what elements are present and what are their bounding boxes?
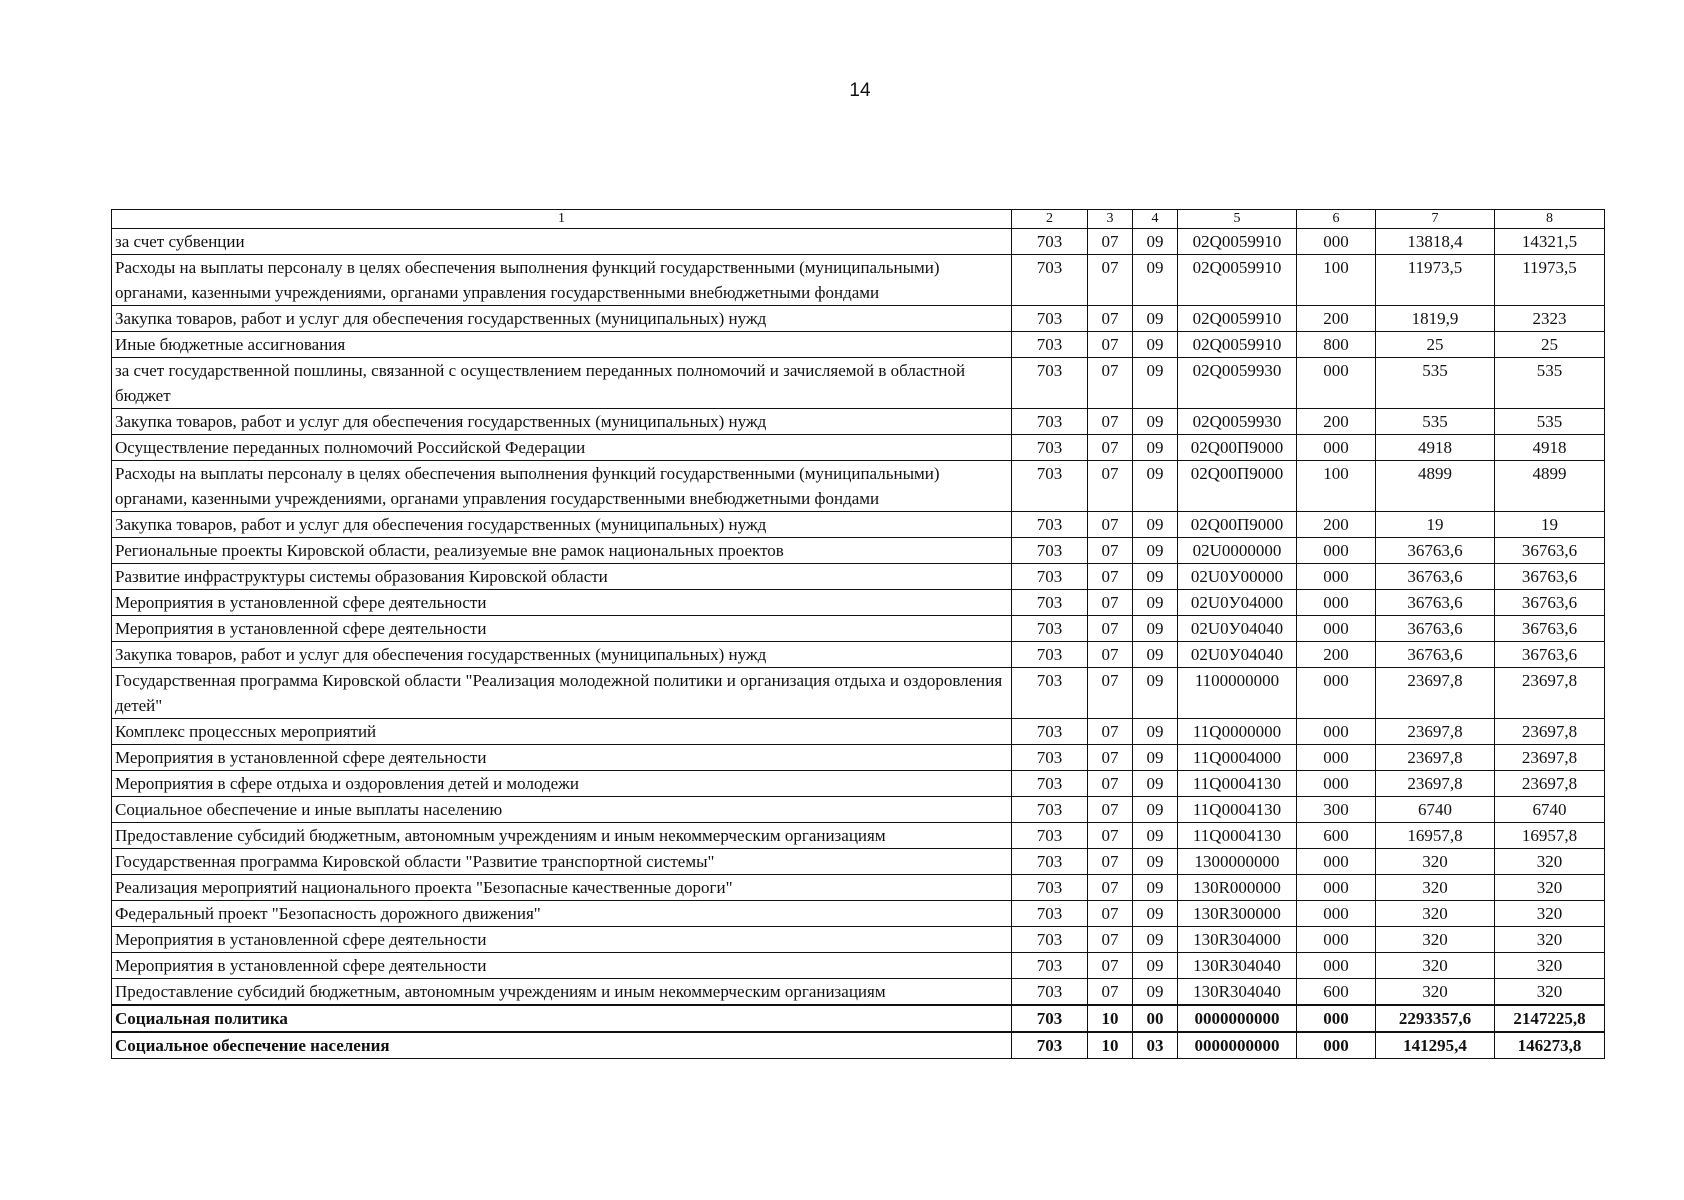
code-target-cell: 02U0У04040 bbox=[1178, 616, 1297, 642]
table-row bbox=[112, 953, 1605, 979]
code-target-cell: 02Q00П9000 bbox=[1178, 461, 1297, 512]
amount-year2-cell: 23697,8 bbox=[1495, 719, 1605, 745]
code-expense-type-cell: 200 bbox=[1297, 409, 1376, 435]
code-admin-cell: 703 bbox=[1012, 435, 1088, 461]
code-target-cell: 02U0У04000 bbox=[1178, 590, 1297, 616]
amount-year1-cell: 320 bbox=[1376, 927, 1495, 953]
amount-year2-cell: 320 bbox=[1495, 849, 1605, 875]
amount-year2-cell: 36763,6 bbox=[1495, 538, 1605, 564]
code-subsection-cell: 09 bbox=[1133, 461, 1178, 512]
code-admin-cell: 703 bbox=[1012, 590, 1088, 616]
table-row bbox=[112, 745, 1605, 771]
row-name-cell: Социальная политика bbox=[112, 1005, 1012, 1032]
code-expense-type-cell: 000 bbox=[1297, 771, 1376, 797]
code-admin-cell: 703 bbox=[1012, 358, 1088, 409]
table-row bbox=[112, 332, 1605, 358]
amount-year1-cell: 141295,4 bbox=[1376, 1032, 1495, 1059]
code-section-cell: 07 bbox=[1088, 979, 1133, 1006]
amount-year1-cell: 320 bbox=[1376, 849, 1495, 875]
amount-year1-cell: 36763,6 bbox=[1376, 590, 1495, 616]
code-admin-cell: 703 bbox=[1012, 901, 1088, 927]
code-section-cell: 07 bbox=[1088, 306, 1133, 332]
code-section-cell: 07 bbox=[1088, 875, 1133, 901]
code-expense-type-cell: 000 bbox=[1297, 927, 1376, 953]
code-admin-cell: 703 bbox=[1012, 771, 1088, 797]
amount-year1-cell: 6740 bbox=[1376, 797, 1495, 823]
code-expense-type-cell: 000 bbox=[1297, 745, 1376, 771]
table-row bbox=[112, 979, 1605, 1006]
header-cell: 5 bbox=[1178, 210, 1297, 229]
code-target-cell: 02U0000000 bbox=[1178, 538, 1297, 564]
code-admin-cell: 703 bbox=[1012, 1032, 1088, 1059]
code-expense-type-cell: 000 bbox=[1297, 849, 1376, 875]
table-row bbox=[112, 564, 1605, 590]
code-expense-type-cell: 000 bbox=[1297, 435, 1376, 461]
table-row bbox=[112, 901, 1605, 927]
amount-year1-cell: 23697,8 bbox=[1376, 668, 1495, 719]
code-subsection-cell: 09 bbox=[1133, 875, 1178, 901]
row-name-cell: Закупка товаров, работ и услуг для обеспечения государственных (муниципальных) нужд bbox=[112, 642, 1012, 668]
code-section-cell: 07 bbox=[1088, 797, 1133, 823]
amount-year1-cell: 320 bbox=[1376, 953, 1495, 979]
code-subsection-cell: 09 bbox=[1133, 616, 1178, 642]
code-target-cell: 02Q0059930 bbox=[1178, 409, 1297, 435]
amount-year2-cell: 23697,8 bbox=[1495, 745, 1605, 771]
amount-year1-cell: 19 bbox=[1376, 512, 1495, 538]
amount-year2-cell: 36763,6 bbox=[1495, 564, 1605, 590]
amount-year1-cell: 320 bbox=[1376, 901, 1495, 927]
amount-year1-cell: 1819,9 bbox=[1376, 306, 1495, 332]
code-subsection-cell: 09 bbox=[1133, 435, 1178, 461]
code-target-cell: 02Q0059910 bbox=[1178, 255, 1297, 306]
table-row bbox=[112, 358, 1605, 409]
amount-year2-cell: 36763,6 bbox=[1495, 616, 1605, 642]
amount-year1-cell: 23697,8 bbox=[1376, 745, 1495, 771]
code-target-cell: 11Q0004130 bbox=[1178, 797, 1297, 823]
code-subsection-cell: 09 bbox=[1133, 719, 1178, 745]
row-name-cell: Иные бюджетные ассигнования bbox=[112, 332, 1012, 358]
code-subsection-cell: 09 bbox=[1133, 849, 1178, 875]
amount-year2-cell: 11973,5 bbox=[1495, 255, 1605, 306]
code-expense-type-cell: 000 bbox=[1297, 358, 1376, 409]
table-row bbox=[112, 255, 1605, 306]
row-name-cell: Мероприятия в установленной сфере деятельности bbox=[112, 616, 1012, 642]
code-admin-cell: 703 bbox=[1012, 979, 1088, 1006]
code-expense-type-cell: 600 bbox=[1297, 979, 1376, 1006]
code-subsection-cell: 09 bbox=[1133, 332, 1178, 358]
code-admin-cell: 703 bbox=[1012, 564, 1088, 590]
code-admin-cell: 703 bbox=[1012, 409, 1088, 435]
code-target-cell: 0000000000 bbox=[1178, 1005, 1297, 1032]
table-row bbox=[112, 1005, 1605, 1032]
code-subsection-cell: 09 bbox=[1133, 953, 1178, 979]
code-subsection-cell: 09 bbox=[1133, 979, 1178, 1006]
row-name-cell: Мероприятия в установленной сфере деятельности bbox=[112, 927, 1012, 953]
code-expense-type-cell: 000 bbox=[1297, 668, 1376, 719]
code-target-cell: 130R000000 bbox=[1178, 875, 1297, 901]
code-expense-type-cell: 000 bbox=[1297, 901, 1376, 927]
code-section-cell: 07 bbox=[1088, 953, 1133, 979]
table-row bbox=[112, 719, 1605, 745]
code-admin-cell: 703 bbox=[1012, 461, 1088, 512]
amount-year2-cell: 535 bbox=[1495, 358, 1605, 409]
code-expense-type-cell: 100 bbox=[1297, 461, 1376, 512]
code-section-cell: 07 bbox=[1088, 564, 1133, 590]
code-section-cell: 07 bbox=[1088, 668, 1133, 719]
table-row bbox=[112, 538, 1605, 564]
row-name-cell: Расходы на выплаты персоналу в целях обеспечения выполнения функций государственными (муниципальными) органами, казенными учреждениями, органами управления государственными внебюджетными фондами bbox=[112, 461, 1012, 512]
row-name-cell: Предоставление субсидий бюджетным, автономным учреждениям и иным некоммерческим организациям bbox=[112, 823, 1012, 849]
row-name-cell: Социальное обеспечение и иные выплаты населению bbox=[112, 797, 1012, 823]
code-target-cell: 0000000000 bbox=[1178, 1032, 1297, 1059]
code-expense-type-cell: 300 bbox=[1297, 797, 1376, 823]
amount-year1-cell: 320 bbox=[1376, 875, 1495, 901]
code-section-cell: 07 bbox=[1088, 512, 1133, 538]
table-row bbox=[112, 306, 1605, 332]
table-body bbox=[112, 229, 1605, 1059]
code-admin-cell: 703 bbox=[1012, 229, 1088, 255]
amount-year2-cell: 2323 bbox=[1495, 306, 1605, 332]
code-subsection-cell: 09 bbox=[1133, 409, 1178, 435]
code-admin-cell: 703 bbox=[1012, 953, 1088, 979]
code-admin-cell: 703 bbox=[1012, 306, 1088, 332]
amount-year2-cell: 146273,8 bbox=[1495, 1032, 1605, 1059]
code-section-cell: 10 bbox=[1088, 1005, 1133, 1032]
code-section-cell: 07 bbox=[1088, 538, 1133, 564]
table-row bbox=[112, 512, 1605, 538]
table-row bbox=[112, 668, 1605, 719]
code-admin-cell: 703 bbox=[1012, 642, 1088, 668]
code-expense-type-cell: 000 bbox=[1297, 1032, 1376, 1059]
amount-year2-cell: 23697,8 bbox=[1495, 668, 1605, 719]
code-admin-cell: 703 bbox=[1012, 255, 1088, 306]
amount-year2-cell: 6740 bbox=[1495, 797, 1605, 823]
row-name-cell: Государственная программа Кировской области "Реализация молодежной политики и организация отдыха и оздоровления детей" bbox=[112, 668, 1012, 719]
code-target-cell: 130R300000 bbox=[1178, 901, 1297, 927]
code-target-cell: 02U0У04040 bbox=[1178, 642, 1297, 668]
code-section-cell: 07 bbox=[1088, 616, 1133, 642]
code-section-cell: 07 bbox=[1088, 358, 1133, 409]
amount-year1-cell: 320 bbox=[1376, 979, 1495, 1006]
row-name-cell: Предоставление субсидий бюджетным, автономным учреждениям и иным некоммерческим организациям bbox=[112, 979, 1012, 1006]
amount-year2-cell: 4899 bbox=[1495, 461, 1605, 512]
code-expense-type-cell: 000 bbox=[1297, 616, 1376, 642]
code-expense-type-cell: 000 bbox=[1297, 590, 1376, 616]
table-row bbox=[112, 797, 1605, 823]
code-admin-cell: 703 bbox=[1012, 797, 1088, 823]
row-name-cell: Мероприятия в установленной сфере деятельности bbox=[112, 745, 1012, 771]
code-section-cell: 07 bbox=[1088, 771, 1133, 797]
code-subsection-cell: 09 bbox=[1133, 668, 1178, 719]
code-expense-type-cell: 000 bbox=[1297, 229, 1376, 255]
amount-year2-cell: 23697,8 bbox=[1495, 771, 1605, 797]
amount-year2-cell: 320 bbox=[1495, 927, 1605, 953]
code-admin-cell: 703 bbox=[1012, 719, 1088, 745]
row-name-cell: Осуществление переданных полномочий Российской Федерации bbox=[112, 435, 1012, 461]
amount-year2-cell: 14321,5 bbox=[1495, 229, 1605, 255]
code-subsection-cell: 09 bbox=[1133, 306, 1178, 332]
code-subsection-cell: 09 bbox=[1133, 927, 1178, 953]
code-target-cell: 11Q0000000 bbox=[1178, 719, 1297, 745]
code-section-cell: 07 bbox=[1088, 590, 1133, 616]
row-name-cell: Государственная программа Кировской области "Развитие транспортной системы" bbox=[112, 849, 1012, 875]
row-name-cell: за счет субвенции bbox=[112, 229, 1012, 255]
table-row bbox=[112, 616, 1605, 642]
code-expense-type-cell: 800 bbox=[1297, 332, 1376, 358]
code-section-cell: 10 bbox=[1088, 1032, 1133, 1059]
row-name-cell: Мероприятия в установленной сфере деятельности bbox=[112, 953, 1012, 979]
header-cell: 6 bbox=[1297, 210, 1376, 229]
amount-year1-cell: 4918 bbox=[1376, 435, 1495, 461]
row-name-cell: Реализация мероприятий национального проекта "Безопасные качественные дороги" bbox=[112, 875, 1012, 901]
header-cell: 4 bbox=[1133, 210, 1178, 229]
row-name-cell: за счет государственной пошлины, связанной с осуществлением переданных полномочий и зачисляемой в областной бюджет bbox=[112, 358, 1012, 409]
code-expense-type-cell: 200 bbox=[1297, 306, 1376, 332]
amount-year2-cell: 320 bbox=[1495, 979, 1605, 1006]
amount-year2-cell: 320 bbox=[1495, 901, 1605, 927]
code-admin-cell: 703 bbox=[1012, 512, 1088, 538]
row-name-cell: Развитие инфраструктуры системы образования Кировской области bbox=[112, 564, 1012, 590]
amount-year1-cell: 16957,8 bbox=[1376, 823, 1495, 849]
table-row bbox=[112, 1032, 1605, 1059]
code-expense-type-cell: 200 bbox=[1297, 512, 1376, 538]
code-admin-cell: 703 bbox=[1012, 875, 1088, 901]
code-admin-cell: 703 bbox=[1012, 823, 1088, 849]
table-row bbox=[112, 642, 1605, 668]
code-admin-cell: 703 bbox=[1012, 538, 1088, 564]
code-target-cell: 11Q0004000 bbox=[1178, 745, 1297, 771]
code-subsection-cell: 09 bbox=[1133, 564, 1178, 590]
amount-year2-cell: 2147225,8 bbox=[1495, 1005, 1605, 1032]
amount-year1-cell: 36763,6 bbox=[1376, 538, 1495, 564]
code-section-cell: 07 bbox=[1088, 229, 1133, 255]
header-cell: 2 bbox=[1012, 210, 1088, 229]
amount-year2-cell: 19 bbox=[1495, 512, 1605, 538]
code-subsection-cell: 09 bbox=[1133, 590, 1178, 616]
table-row bbox=[112, 590, 1605, 616]
code-section-cell: 07 bbox=[1088, 642, 1133, 668]
code-subsection-cell: 09 bbox=[1133, 512, 1178, 538]
code-target-cell: 02Q0059930 bbox=[1178, 358, 1297, 409]
row-name-cell: Мероприятия в сфере отдыха и оздоровления детей и молодежи bbox=[112, 771, 1012, 797]
code-subsection-cell: 00 bbox=[1133, 1005, 1178, 1032]
amount-year1-cell: 13818,4 bbox=[1376, 229, 1495, 255]
code-target-cell: 02Q0059910 bbox=[1178, 229, 1297, 255]
table-row bbox=[112, 927, 1605, 953]
amount-year1-cell: 25 bbox=[1376, 332, 1495, 358]
table-row bbox=[112, 875, 1605, 901]
table-row bbox=[112, 849, 1605, 875]
header-cell: 8 bbox=[1495, 210, 1605, 229]
table-row bbox=[112, 823, 1605, 849]
code-subsection-cell: 09 bbox=[1133, 255, 1178, 306]
amount-year1-cell: 36763,6 bbox=[1376, 642, 1495, 668]
code-subsection-cell: 09 bbox=[1133, 823, 1178, 849]
code-section-cell: 07 bbox=[1088, 823, 1133, 849]
table-row bbox=[112, 229, 1605, 255]
amount-year2-cell: 25 bbox=[1495, 332, 1605, 358]
code-section-cell: 07 bbox=[1088, 901, 1133, 927]
amount-year1-cell: 36763,6 bbox=[1376, 616, 1495, 642]
budget-table bbox=[111, 209, 1605, 1059]
code-target-cell: 02Q00П9000 bbox=[1178, 435, 1297, 461]
row-name-cell: Закупка товаров, работ и услуг для обеспечения государственных (муниципальных) нужд bbox=[112, 409, 1012, 435]
header-cell: 3 bbox=[1088, 210, 1133, 229]
amount-year1-cell: 11973,5 bbox=[1376, 255, 1495, 306]
amount-year2-cell: 36763,6 bbox=[1495, 590, 1605, 616]
code-expense-type-cell: 200 bbox=[1297, 642, 1376, 668]
amount-year1-cell: 36763,6 bbox=[1376, 564, 1495, 590]
code-target-cell: 1300000000 bbox=[1178, 849, 1297, 875]
code-target-cell: 02Q0059910 bbox=[1178, 332, 1297, 358]
amount-year1-cell: 2293357,6 bbox=[1376, 1005, 1495, 1032]
code-subsection-cell: 09 bbox=[1133, 901, 1178, 927]
row-name-cell: Закупка товаров, работ и услуг для обеспечения государственных (муниципальных) нужд bbox=[112, 306, 1012, 332]
code-section-cell: 07 bbox=[1088, 745, 1133, 771]
code-expense-type-cell: 000 bbox=[1297, 564, 1376, 590]
amount-year1-cell: 23697,8 bbox=[1376, 771, 1495, 797]
header-cell: 1 bbox=[112, 210, 1012, 229]
code-subsection-cell: 09 bbox=[1133, 229, 1178, 255]
code-target-cell: 130R304040 bbox=[1178, 979, 1297, 1006]
code-expense-type-cell: 000 bbox=[1297, 875, 1376, 901]
code-expense-type-cell: 000 bbox=[1297, 538, 1376, 564]
code-subsection-cell: 09 bbox=[1133, 642, 1178, 668]
row-name-cell: Социальное обеспечение населения bbox=[112, 1032, 1012, 1059]
code-expense-type-cell: 000 bbox=[1297, 719, 1376, 745]
code-admin-cell: 703 bbox=[1012, 332, 1088, 358]
code-expense-type-cell: 600 bbox=[1297, 823, 1376, 849]
amount-year1-cell: 535 bbox=[1376, 358, 1495, 409]
code-admin-cell: 703 bbox=[1012, 616, 1088, 642]
table-row bbox=[112, 435, 1605, 461]
code-target-cell: 1100000000 bbox=[1178, 668, 1297, 719]
code-expense-type-cell: 100 bbox=[1297, 255, 1376, 306]
amount-year2-cell: 320 bbox=[1495, 875, 1605, 901]
code-admin-cell: 703 bbox=[1012, 745, 1088, 771]
amount-year2-cell: 535 bbox=[1495, 409, 1605, 435]
table-row bbox=[112, 771, 1605, 797]
code-subsection-cell: 09 bbox=[1133, 771, 1178, 797]
amount-year2-cell: 16957,8 bbox=[1495, 823, 1605, 849]
header-cell: 7 bbox=[1376, 210, 1495, 229]
row-name-cell: Региональные проекты Кировской области, реализуемые вне рамок национальных проектов bbox=[112, 538, 1012, 564]
table-row bbox=[112, 461, 1605, 512]
code-target-cell: 11Q0004130 bbox=[1178, 823, 1297, 849]
amount-year1-cell: 535 bbox=[1376, 409, 1495, 435]
code-target-cell: 130R304000 bbox=[1178, 927, 1297, 953]
amount-year1-cell: 23697,8 bbox=[1376, 719, 1495, 745]
amount-year2-cell: 36763,6 bbox=[1495, 642, 1605, 668]
code-target-cell: 130R304040 bbox=[1178, 953, 1297, 979]
code-target-cell: 11Q0004130 bbox=[1178, 771, 1297, 797]
row-name-cell: Федеральный проект "Безопасность дорожного движения" bbox=[112, 901, 1012, 927]
row-name-cell: Комплекс процессных мероприятий bbox=[112, 719, 1012, 745]
code-section-cell: 07 bbox=[1088, 927, 1133, 953]
code-section-cell: 07 bbox=[1088, 409, 1133, 435]
code-subsection-cell: 09 bbox=[1133, 797, 1178, 823]
amount-year1-cell: 4899 bbox=[1376, 461, 1495, 512]
code-subsection-cell: 09 bbox=[1133, 745, 1178, 771]
amount-year2-cell: 4918 bbox=[1495, 435, 1605, 461]
code-admin-cell: 703 bbox=[1012, 849, 1088, 875]
code-section-cell: 07 bbox=[1088, 255, 1133, 306]
code-expense-type-cell: 000 bbox=[1297, 1005, 1376, 1032]
code-admin-cell: 703 bbox=[1012, 927, 1088, 953]
code-section-cell: 07 bbox=[1088, 849, 1133, 875]
code-target-cell: 02Q0059910 bbox=[1178, 306, 1297, 332]
code-target-cell: 02U0У00000 bbox=[1178, 564, 1297, 590]
header-row bbox=[112, 210, 1605, 229]
table-row bbox=[112, 409, 1605, 435]
amount-year2-cell: 320 bbox=[1495, 953, 1605, 979]
page-number: 14 bbox=[849, 80, 871, 101]
code-subsection-cell: 09 bbox=[1133, 538, 1178, 564]
code-admin-cell: 703 bbox=[1012, 668, 1088, 719]
code-expense-type-cell: 000 bbox=[1297, 953, 1376, 979]
code-section-cell: 07 bbox=[1088, 719, 1133, 745]
code-section-cell: 07 bbox=[1088, 461, 1133, 512]
row-name-cell: Закупка товаров, работ и услуг для обеспечения государственных (муниципальных) нужд bbox=[112, 512, 1012, 538]
code-admin-cell: 703 bbox=[1012, 1005, 1088, 1032]
code-subsection-cell: 03 bbox=[1133, 1032, 1178, 1059]
code-subsection-cell: 09 bbox=[1133, 358, 1178, 409]
code-section-cell: 07 bbox=[1088, 435, 1133, 461]
row-name-cell: Мероприятия в установленной сфере деятельности bbox=[112, 590, 1012, 616]
code-target-cell: 02Q00П9000 bbox=[1178, 512, 1297, 538]
code-section-cell: 07 bbox=[1088, 332, 1133, 358]
row-name-cell: Расходы на выплаты персоналу в целях обеспечения выполнения функций государственными (муниципальными) органами, казенными учреждениями, органами управления государственными внебюджетными фондами bbox=[112, 255, 1012, 306]
